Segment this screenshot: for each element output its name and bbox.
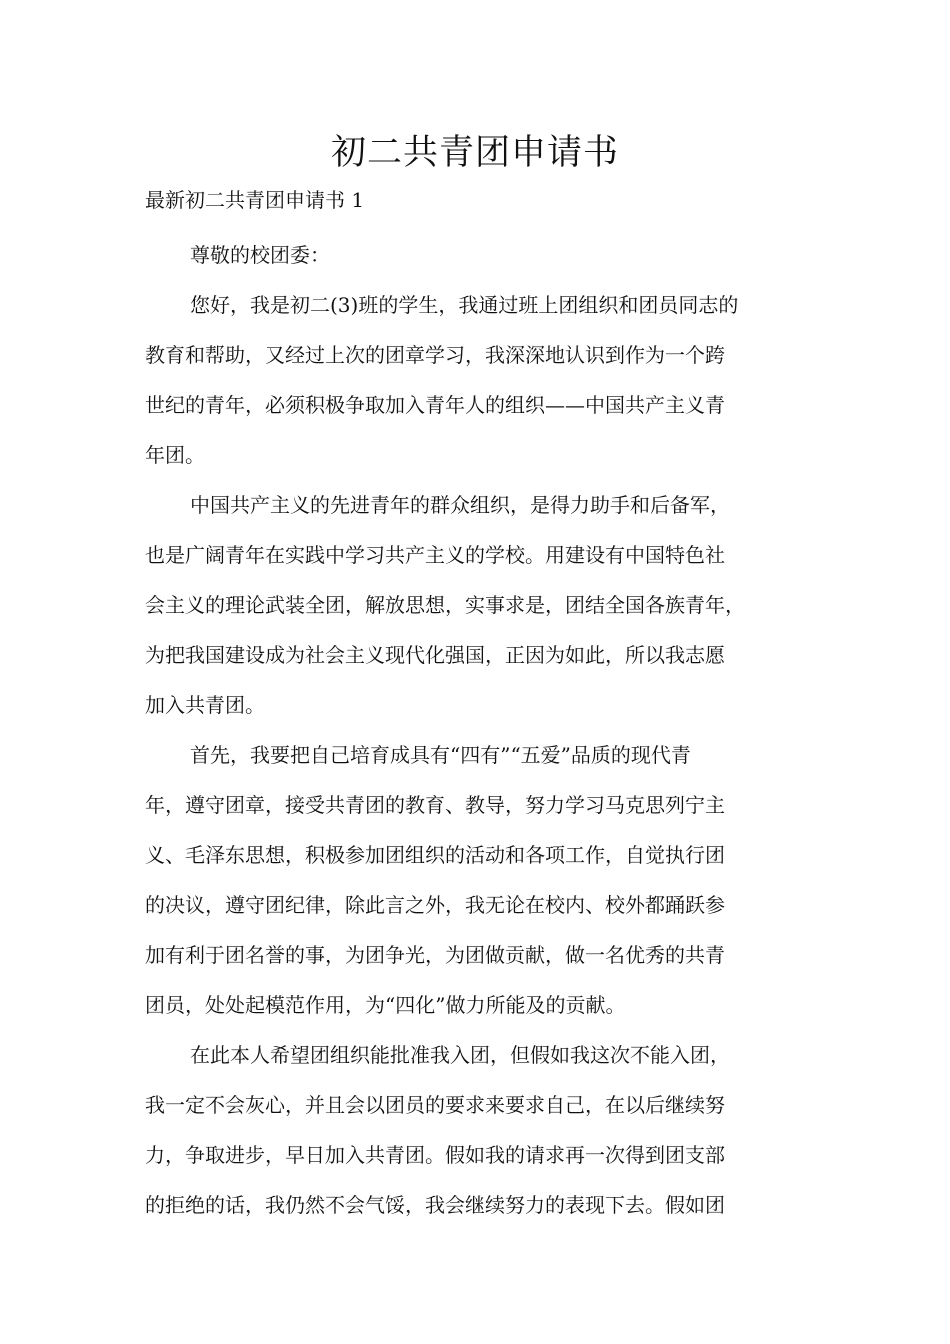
text-line: 教育和帮助，又经过上次的团章学习，我深深地认识到作为一个跨 xyxy=(145,343,725,367)
text-line: 尊敬的校团委： xyxy=(190,243,330,267)
text-line: 我一定不会灰心，并且会以团员的要求来要求自己，在以后继续努 xyxy=(145,1093,725,1117)
salutation xyxy=(145,230,805,280)
document-body xyxy=(145,230,805,1230)
text-line: 的拒绝的话，我仍然不会气馁，我会继续努力的表现下去。假如团 xyxy=(145,1193,725,1217)
text-line: 加有利于团名誉的事，为团争光，为团做贡献，做一名优秀的共青 xyxy=(145,943,725,967)
paragraph-4 xyxy=(145,1030,805,1230)
paragraph-3 xyxy=(145,730,805,1030)
text-line: 世纪的青年，必须积极争取加入青年人的组织——中国共产主义青 xyxy=(145,393,725,417)
text-line: 会主义的理论武装全团，解放思想，实事求是，团结全国各族青年， xyxy=(145,593,745,617)
text-line: 您好，我是初二(3)班的学生，我通过班上团组织和团员同志的 xyxy=(190,293,739,317)
text-line: 年团。 xyxy=(145,443,205,467)
document-title: 初二共青团申请书 xyxy=(330,133,619,173)
text-line: 年，遵守团章，接受共青团的教育、教导，努力学习马克思列宁主 xyxy=(145,793,725,817)
text-line: 在此本人希望团组织能批准我入团，但假如我这次不能入团， xyxy=(190,1043,730,1067)
text-line: 中国共产主义的先进青年的群众组织，是得力助手和后备军， xyxy=(190,493,730,517)
paragraph-2 xyxy=(145,480,805,730)
text-line: 首先，我要把自己培育成具有“四有”“五爱”品质的现代青 xyxy=(190,743,691,767)
text-line: 为把我国建设成为社会主义现代化强国，正因为如此，所以我志愿 xyxy=(145,643,725,667)
paragraph-1 xyxy=(145,280,805,480)
text-line: 团员，处处起模范作用，为“四化”做力所能及的贡献。 xyxy=(145,993,626,1017)
document-subtitle: 最新初二共青团申请书 1 xyxy=(145,188,365,212)
text-line: 力，争取进步，早日加入共青团。假如我的请求再一次得到团支部 xyxy=(145,1143,725,1167)
text-line: 加入共青团。 xyxy=(145,693,265,717)
text-line: 的决议，遵守团纪律，除此言之外，我无论在校内、校外都踊跃参 xyxy=(145,893,725,917)
text-line: 义、毛泽东思想，积极参加团组织的活动和各项工作，自觉执行团 xyxy=(145,843,725,867)
text-line: 也是广阔青年在实践中学习共产主义的学校。用建设有中国特色社 xyxy=(145,543,725,567)
